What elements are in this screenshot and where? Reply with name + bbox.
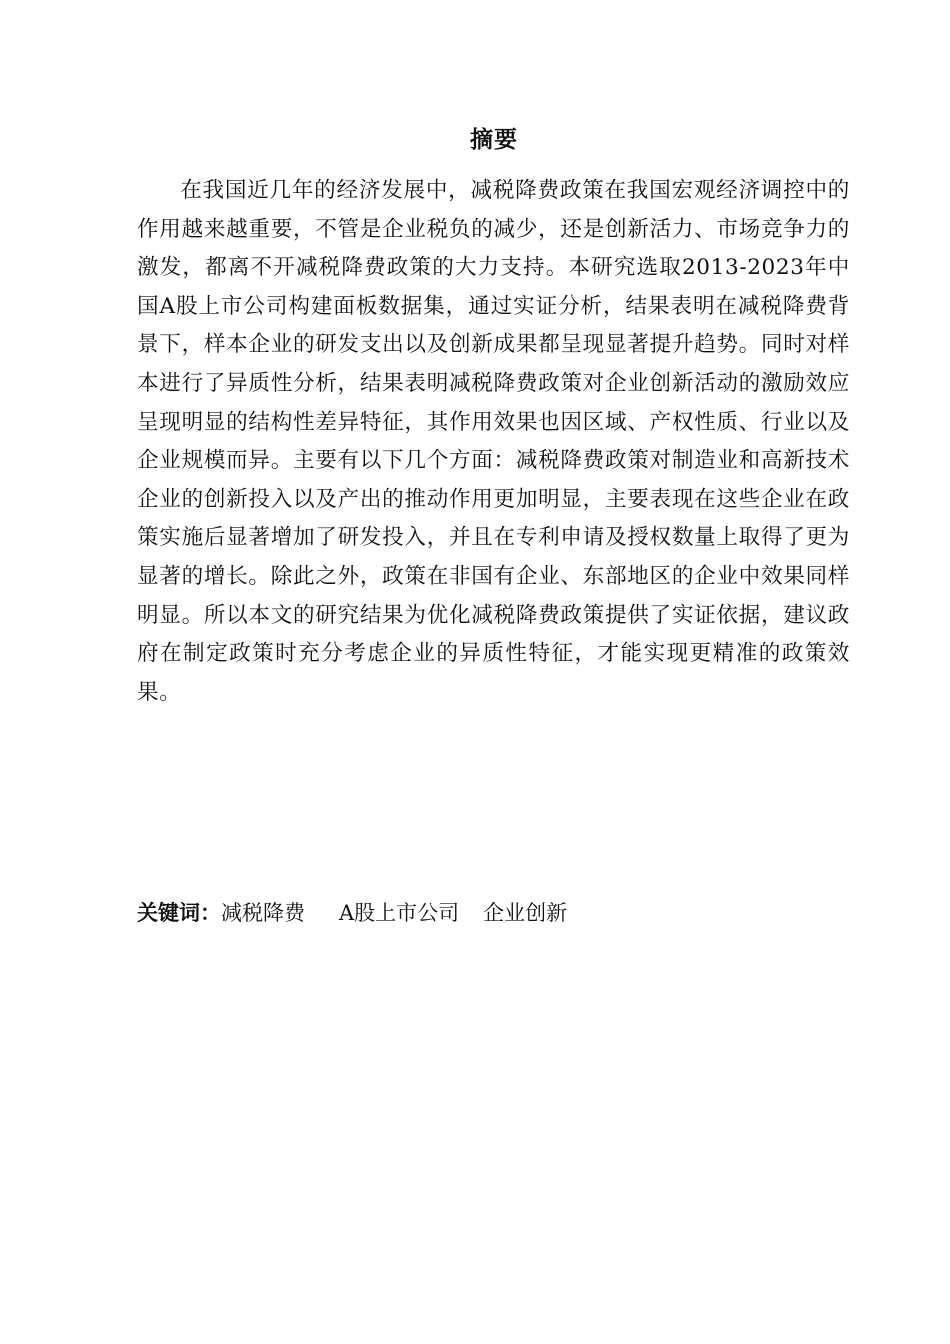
keywords-line (137, 896, 850, 930)
abstract-title: 摘要 (470, 127, 518, 153)
abstract-paragraph: 在我国近几年的经济发展中，减税降费政策在我国宏观经济调控中的作用越来越重要，不管是企业税负的减少，还是创新活力、市场竞争力的激发，都离不开减税降费政策的大力支持。本研究选取2013-2023年中国A股上市公司构建面板数据集，通过实证分析，结果表明在减税降费背景下，样本企业的研发支出以及创新成果都呈现显著提升趋势。同时对样本进行了异质性分析，结果表明减税降费政策对企业创新活动的激励效应呈现明显的结构性差异特征，其作用效果也因区域、产权性质、行业以及企业规模而异。主要有以下几个方面：减税降费政策对制造业和高新技术企业的创新投入以及产出的推动作用更加明显，主要表现在这些企业在政策实施后显著增加了研发投入，并且在专利申请及授权数量上取得了更为显著的增长。除此之外，政策在非国有企业、东部地区的企业中效果同样明显。所以本文的研究结果为优化减税降费政策提供了实证依据，建议政府在制定政策时充分考虑企业的异质性特征，才能实现更精准的政策效果。 (137, 178, 850, 705)
keyword-item: 企业创新 (483, 901, 568, 925)
keyword-item: A股上市公司 (339, 901, 460, 925)
keywords-label: 关键词： (137, 901, 221, 925)
keyword-item: 减税降费 (221, 901, 305, 925)
